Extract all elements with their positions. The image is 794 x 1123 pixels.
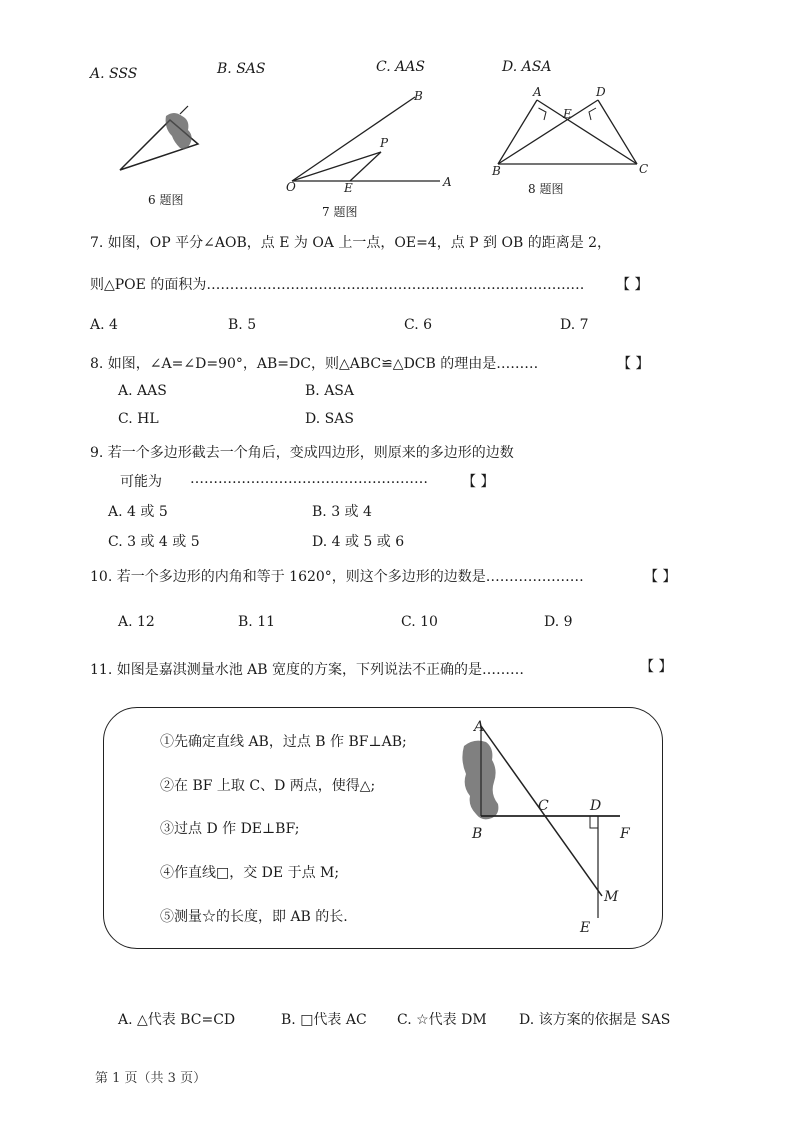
q10-option-b: B. 11 xyxy=(238,614,276,630)
fig8-label-c: C xyxy=(639,162,649,176)
q10-answer-bracket: 【 】 xyxy=(644,569,677,585)
q11-label-b: B xyxy=(472,826,483,842)
q11-step-4: ④作直线□，交 DE 于点 M; xyxy=(160,865,340,881)
fig6-caption: 6 题图 xyxy=(148,193,184,207)
fig8-label-a: A xyxy=(533,85,542,99)
q7-answer-bracket: 【 】 xyxy=(616,277,649,293)
q8-option-b: B. ASA xyxy=(305,383,354,399)
q11-label-c: C xyxy=(538,798,549,814)
q11-question: 11. 如图是嘉淇测量水池 AB 宽度的方案，下列说法不正确的是……… xyxy=(90,662,525,678)
q9-line1: 9. 若一个多边形截去一个角后，变成四边形，则原来的多边形的边数 xyxy=(90,445,514,461)
q7-option-c: C. 6 xyxy=(404,317,433,333)
fig7-label-b: B xyxy=(414,89,423,103)
q10-option-d: D. 9 xyxy=(544,614,573,630)
q9-answer-bracket: 【 】 xyxy=(462,474,495,490)
q9-option-d: D. 4 或 5 或 6 xyxy=(312,534,405,550)
q7-option-a: A. 4 xyxy=(90,317,118,333)
q8-question: 8. 如图，∠A=∠D=90°，AB=DC，则△ABC≌△DCB 的理由是……… xyxy=(90,356,539,372)
fig7-label-e: E xyxy=(344,181,353,195)
figure-8 xyxy=(491,85,648,178)
q7-option-b: B. 5 xyxy=(228,317,257,333)
figure-6 xyxy=(120,106,198,170)
q11-pond-blot xyxy=(462,741,498,820)
q8-option-d: D. SAS xyxy=(305,411,354,427)
q11-figure xyxy=(440,710,650,940)
q11-label-f: F xyxy=(620,826,630,842)
fig8-label-e: E xyxy=(563,107,572,121)
q11-label-a: A xyxy=(474,719,485,735)
q7-option-d: D. 7 xyxy=(560,317,589,333)
q11-step-1: ①先确定直线 AB，过点 B 作 BF⊥AB; xyxy=(160,734,407,750)
fig8-label-d: D xyxy=(596,85,606,99)
q6-option-c: C. AAS xyxy=(376,59,425,75)
q8-option-a: A. AAS xyxy=(118,383,167,399)
q11-step-5: ⑤测量☆的长度，即 AB 的长. xyxy=(160,909,348,925)
q9-option-b: B. 3 或 4 xyxy=(312,504,372,520)
q8-answer-bracket: 【 】 xyxy=(617,356,650,372)
q11-answer-bracket: 【 】 xyxy=(640,659,673,675)
q7-line2: 则△POE 的面积为……………………………………………………………………… xyxy=(90,277,585,293)
fig7-caption: 7 题图 xyxy=(322,205,358,219)
fig7-label-o: O xyxy=(286,180,296,194)
q9-option-a: A. 4 或 5 xyxy=(108,504,168,520)
q11-label-m: M xyxy=(604,889,619,905)
q11-option-b: B. □代表 AC xyxy=(281,1012,367,1028)
q11-option-c: C. ☆代表 DM xyxy=(397,1012,487,1028)
q11-step-3: ③过点 D 作 DE⊥BF; xyxy=(160,821,300,837)
fig7-label-a: A xyxy=(443,175,452,189)
q6-option-d: D. ASA xyxy=(502,59,552,75)
q9-dots: …………………………………………… xyxy=(190,471,428,487)
q9-line2: 可能为 xyxy=(120,474,162,490)
q7-line1: 7. 如图，OP 平分∠AOB，点 E 为 OA 上一点，OE=4，点 P 到 OB 的距离是 2， xyxy=(90,235,612,251)
q6-option-a: A. SSS xyxy=(90,66,138,82)
q11-step-2: ②在 BF 上取 C、D 两点，使得△; xyxy=(160,778,376,794)
q11-option-a: A. △代表 BC=CD xyxy=(118,1012,236,1028)
page-footer: 第 1 页（共 3 页） xyxy=(95,1071,207,1086)
q8-option-c: C. HL xyxy=(118,411,159,427)
q11-option-d: D. 该方案的依据是 SAS xyxy=(519,1012,671,1028)
figures-row xyxy=(0,80,794,220)
q9-option-c: C. 3 或 4 或 5 xyxy=(108,534,200,550)
q11-label-e: E xyxy=(580,920,591,936)
q10-question: 10. 若一个多边形的内角和等于 1620°，则这个多边形的边数是………………… xyxy=(90,569,584,585)
q10-option-a: A. 12 xyxy=(118,614,155,630)
q10-option-c: C. 10 xyxy=(401,614,438,630)
figure-6-blot xyxy=(166,113,192,149)
q6-option-b: B. SAS xyxy=(217,61,266,77)
fig7-label-p: P xyxy=(380,136,389,150)
fig8-caption: 8 题图 xyxy=(528,182,564,196)
q11-label-d: D xyxy=(590,798,602,814)
fig8-label-b: B xyxy=(492,164,501,178)
figure-7 xyxy=(286,89,452,195)
